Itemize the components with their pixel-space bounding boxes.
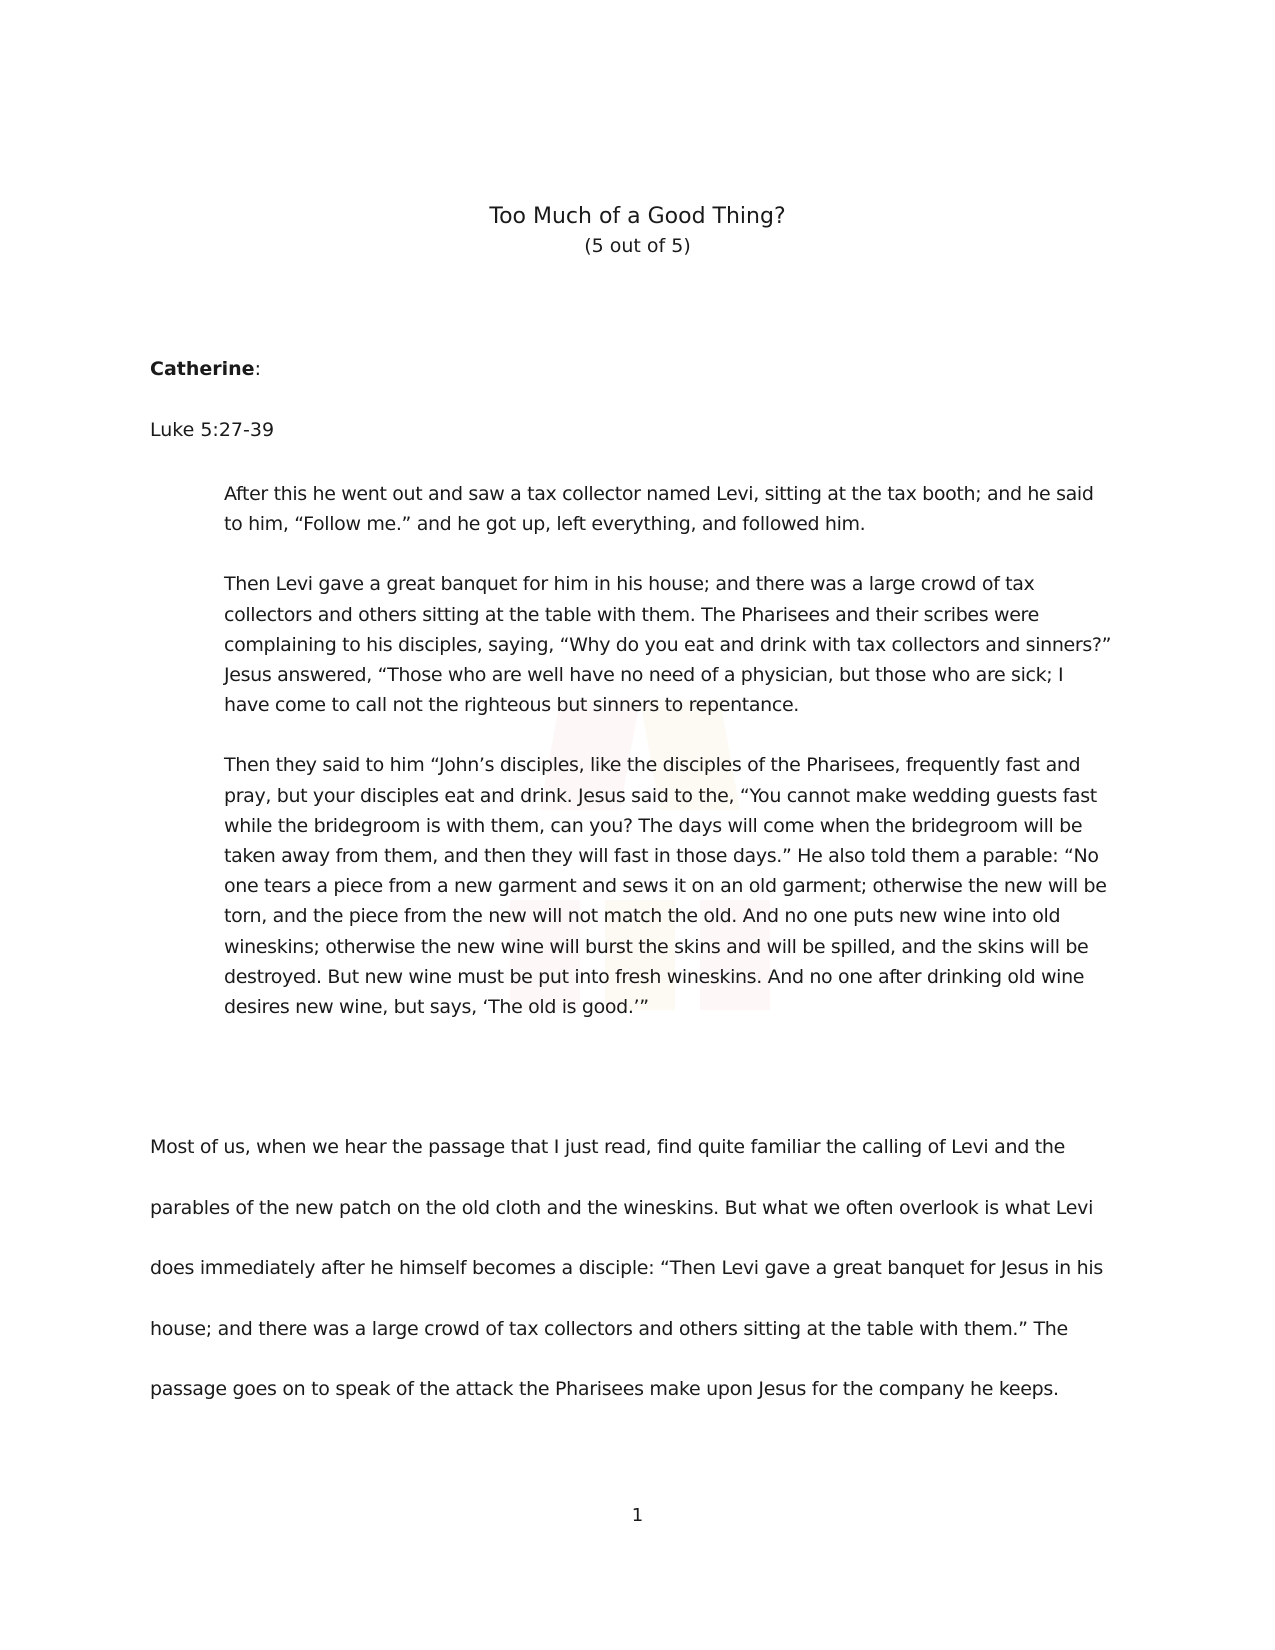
page-title: Too Much of a Good Thing? xyxy=(489,204,786,229)
page-subtitle: (5 out of 5) xyxy=(584,235,691,257)
speaker-colon: : xyxy=(254,358,261,380)
sermon-body xyxy=(150,1117,1125,1420)
speaker-name: Catherine xyxy=(150,358,255,380)
scripture-passage xyxy=(224,479,1114,1052)
page-number: 1 xyxy=(631,1505,644,1526)
passage-paragraph: Then Levi gave a great banquet for him in his house; and there was a large crowd of tax collectors and others sitting at the table with them. The Pharisees and their scribes were complaining to his disciples, saying, “Why do you eat and drink with tax collectors and sinners?” Jesus answered, “Those who are well have no need of a physician, but those who are sick; I have come to call not the righteous but sinners to repentance. xyxy=(224,573,1112,717)
scripture-reference: Luke 5:27-39 xyxy=(150,419,275,441)
speaker-heading xyxy=(150,358,261,380)
passage-paragraph: After this he went out and saw a tax collector named Levi, sitting at the tax booth; and he said to him, “Follow me.” and he got up, left everything, and followed him. xyxy=(224,483,1094,536)
title-block xyxy=(0,202,1275,260)
body-paragraph: Most of us, when we hear the passage that I just read, find quite familiar the calling of Levi and the parables of the new patch on the old cloth and the wineskins. But what we often overlook is what Levi does immediately after he himself becomes a disciple: “Then Levi gave a great banquet for Jesus in his house; and there was a large crowd of tax collectors and others sitting at the table with them.” The passage goes on to speak of the attack the Pharisees make upon Jesus for the company he keeps. xyxy=(150,1136,1103,1400)
passage-paragraph: Then they said to him “John’s disciples, like the disciples of the Pharisees, frequently fast and pray, but your disciples eat and drink. Jesus said to the, “You cannot make wedding guests fast while the bridegroom is with them, can you? The days will come when the bridegroom will be taken away from them, and then they will fast in those days.” He also told them a parable: “No one tears a piece from a new garment and sews it on an old garment; otherwise the new will be torn, and the piece from the new will not match the old. And no one puts new wine into old wineskins; otherwise the new wine will burst the skins and will be spilled, and the skins will be destroyed. But new wine must be put into fresh wineskins. And no one after drinking old wine desires new wine, but says, ‘The old is good.’” xyxy=(224,754,1107,1019)
